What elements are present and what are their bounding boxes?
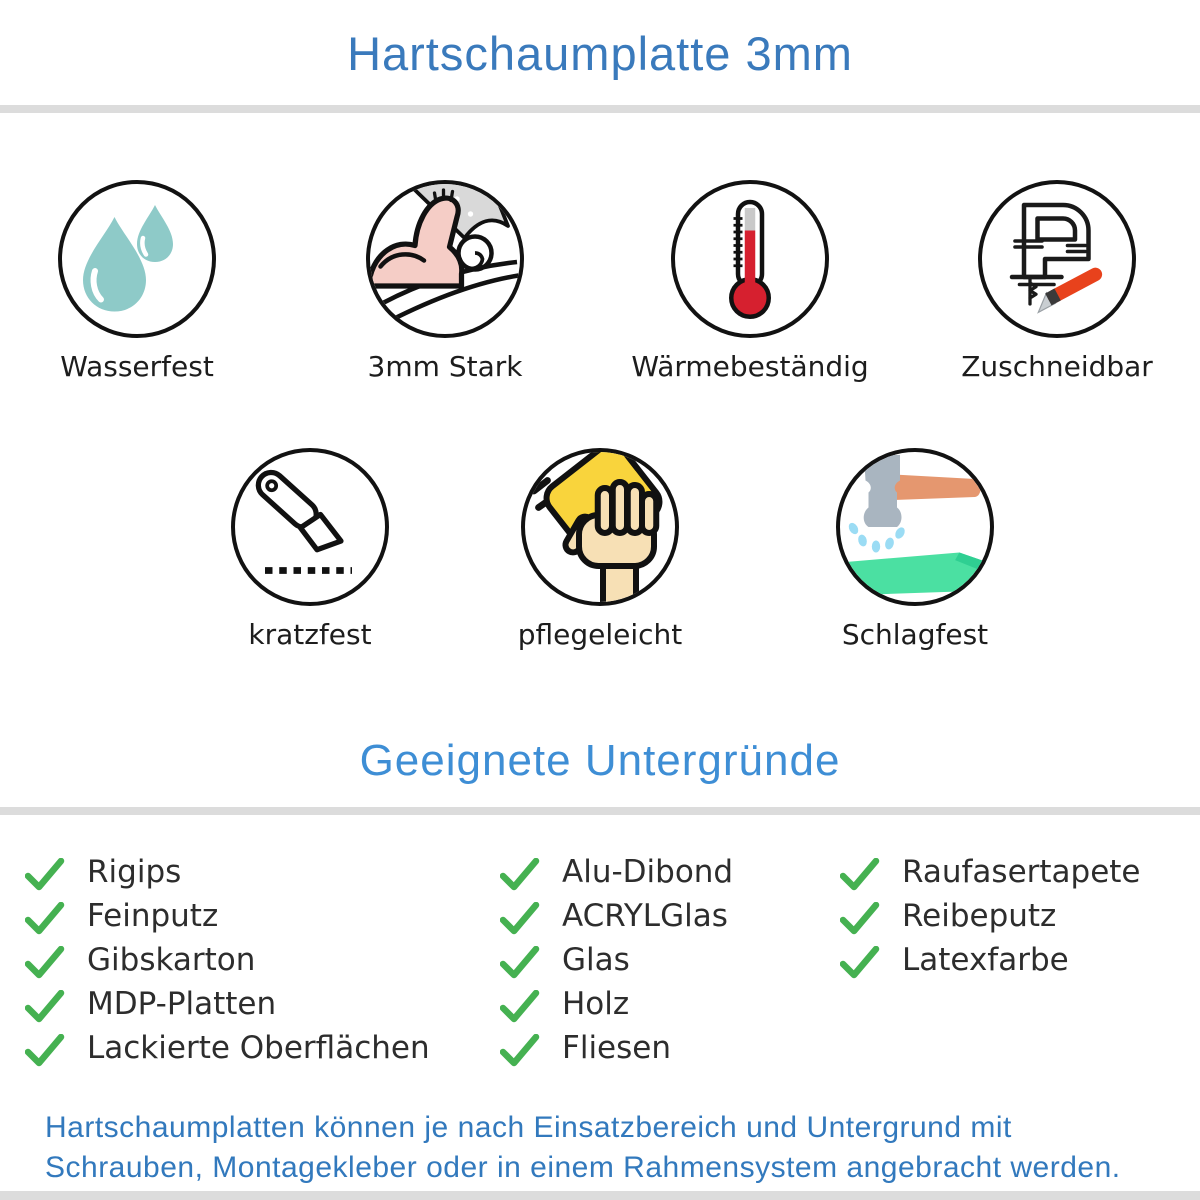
divider-bar — [0, 807, 1200, 815]
mounting-note-line: Hartschaumplatten können je nach Einsatzbereich und Untergrund mit — [45, 1111, 1012, 1144]
substrate-item — [500, 938, 733, 982]
substrate-label: Feinputz — [87, 898, 219, 934]
check-icon — [25, 1034, 65, 1067]
substrate-column-3 — [840, 850, 1141, 982]
substrate-label: Raufasertapete — [902, 854, 1141, 890]
substrate-item — [25, 938, 430, 982]
feature-label: pflegeleicht — [517, 618, 683, 651]
substrate-label: Gibskarton — [87, 942, 256, 978]
substrate-item — [500, 850, 733, 894]
hammer-icon — [840, 452, 990, 602]
divider-bar — [0, 105, 1200, 113]
feature-circle — [58, 180, 216, 338]
feature-3mm-stark — [305, 180, 585, 383]
feature-circle — [671, 180, 829, 338]
substrate-label: Fliesen — [562, 1030, 671, 1066]
mounting-note — [45, 1108, 1185, 1188]
check-icon — [500, 1034, 540, 1067]
feature-label: Schlagfest — [841, 618, 989, 651]
feature-circle — [231, 448, 389, 606]
feature-label: kratzfest — [248, 618, 372, 651]
check-icon — [500, 858, 540, 891]
divider-bar — [0, 1191, 1200, 1200]
page-title: Hartschaumplatte 3mm — [347, 27, 853, 80]
check-icon — [500, 946, 540, 979]
feature-circle — [836, 448, 994, 606]
substrate-item — [25, 1026, 430, 1070]
substrate-item — [840, 938, 1141, 982]
feature-circle — [366, 180, 524, 338]
feature-schlagfest — [775, 448, 1055, 651]
check-icon — [840, 858, 880, 891]
muscle-arm-icon — [370, 184, 520, 334]
substrates-heading: Geeignete Untergründe — [359, 736, 841, 785]
check-icon — [25, 990, 65, 1023]
check-icon — [500, 902, 540, 935]
feature-label: Zuschneidbar — [961, 350, 1153, 383]
feature-zuschneidbar — [917, 180, 1197, 383]
check-icon — [25, 946, 65, 979]
jigsaw-icon — [982, 184, 1132, 334]
feature-kratzfest — [170, 448, 450, 651]
thermometer-icon — [675, 184, 825, 334]
substrate-label: Glas — [562, 942, 630, 978]
substrate-label: Latexfarbe — [902, 942, 1069, 978]
substrate-label: MDP-Platten — [87, 986, 277, 1022]
mounting-note-line: Schrauben, Montagekleber oder in einem Rahmensystem angebracht werden. — [45, 1151, 1121, 1184]
substrate-label: ACRYLGlas — [562, 898, 728, 934]
check-icon — [500, 990, 540, 1023]
substrate-item — [500, 982, 733, 1026]
substrate-item — [840, 850, 1141, 894]
substrate-item — [25, 850, 430, 894]
check-icon — [25, 858, 65, 891]
feature-circle — [978, 180, 1136, 338]
substrate-item — [500, 1026, 733, 1070]
substrate-label: Holz — [562, 986, 630, 1022]
feature-pflegeleicht — [460, 448, 740, 651]
feature-label: Wärmebeständig — [631, 350, 869, 383]
check-icon — [840, 902, 880, 935]
check-icon — [25, 902, 65, 935]
check-icon — [840, 946, 880, 979]
feature-circle — [521, 448, 679, 606]
substrate-column-1 — [25, 850, 430, 1070]
substrate-label: Rigips — [87, 854, 182, 890]
substrate-item — [25, 982, 430, 1026]
utility-knife-icon — [235, 452, 385, 602]
feature-label: Wasserfest — [60, 350, 214, 383]
substrate-label: Lackierte Oberflächen — [87, 1030, 430, 1066]
substrate-item — [840, 894, 1141, 938]
feature-waermebestaendig — [610, 180, 890, 383]
wiping-hand-icon — [525, 452, 675, 602]
substrate-label: Alu-Dibond — [562, 854, 734, 890]
substrate-item — [500, 894, 733, 938]
feature-wasserfest — [0, 180, 277, 383]
water-drops-icon — [62, 184, 212, 334]
substrate-column-2 — [500, 850, 733, 1070]
feature-label: 3mm Stark — [367, 350, 523, 383]
substrate-label: Reibeputz — [902, 898, 1057, 934]
substrate-item — [25, 894, 430, 938]
